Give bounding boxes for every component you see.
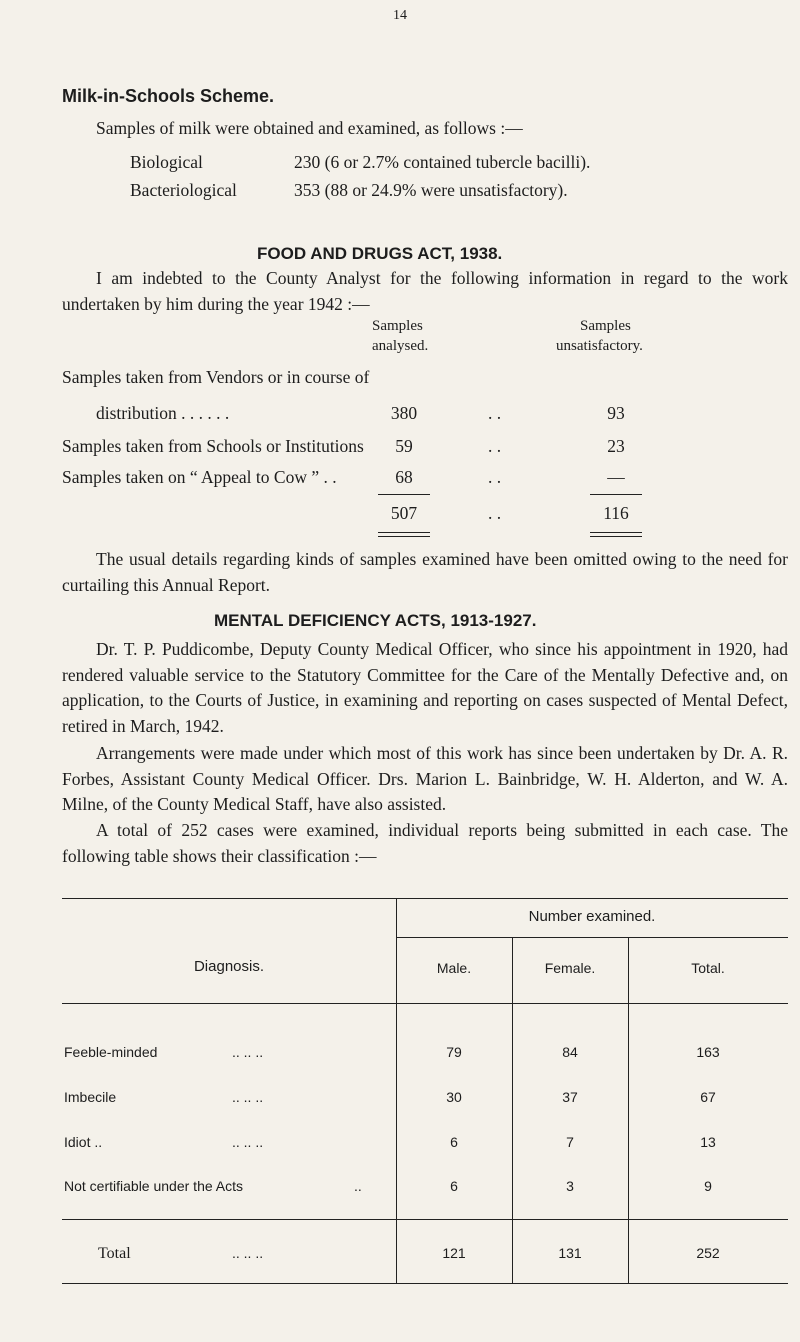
table-row-total: 13: [700, 1134, 716, 1150]
food-total-dots: . .: [488, 503, 502, 523]
table-total-dots: .. .. ..: [232, 1245, 264, 1261]
food-row-vendors-dots: . .: [488, 403, 502, 423]
food-row-vendors-analysed: 380: [390, 403, 418, 423]
food-note: The usual details regarding kinds of samples examined have been omitted owing to the need for curtailing this Annual Report.: [62, 549, 788, 595]
table-total-female: 131: [558, 1245, 582, 1261]
food-row-vendors-unsat: 93: [607, 403, 625, 423]
table-row-male: 6: [450, 1134, 458, 1150]
table-col-male: Male.: [436, 960, 472, 976]
food-row-appeal-analysed: 68: [395, 467, 413, 487]
table-row-label: Feeble-minded: [64, 1044, 158, 1060]
mental-para-1: Dr. T. P. Puddicombe, Deputy County Medical Officer, who since his appointment in 1920, had rendered valuable service to the Statutory Committee for the Care of the Mentally Defective and, on application, to the Courts of Justice, in examining and reporting on cases suspected of Mental Defect, retired in March, 1942.: [62, 639, 788, 736]
table-row-total: 67: [700, 1089, 716, 1105]
milk-row-bacteriological-label: Bacteriological: [130, 180, 237, 200]
table-bottom-rule: [62, 1283, 788, 1284]
table-group-header: Number examined.: [528, 908, 656, 925]
table-row-female: 84: [562, 1044, 578, 1060]
table-total-rule: [62, 1219, 788, 1220]
table-row-female: 37: [562, 1089, 578, 1105]
food-row-appeal-label: Samples taken on “ Appeal to Cow ” . .: [62, 467, 337, 487]
food-col-unsat-head-2: unsatisfactory.: [556, 338, 643, 354]
table-group-header-rule: [396, 937, 788, 938]
food-subtotal-rule-unsat: [590, 494, 642, 495]
table-row-dots: ..: [354, 1178, 362, 1194]
table-row-label: Not certifiable under the Acts: [64, 1178, 243, 1194]
food-col-analysed-head-1: Samples: [372, 318, 423, 334]
table-top-rule: [62, 898, 788, 899]
food-col-analysed-head-2: analysed.: [372, 338, 429, 354]
food-row-appeal-unsat: —: [607, 467, 625, 487]
milk-intro: Samples of milk were obtained and examined, as follows :—: [96, 118, 523, 138]
food-total-unsat: 116: [603, 503, 629, 523]
food-intro: I am indebted to the County Analyst for the following information in regard to the work undertaken by him during the year 1942 :—: [62, 268, 788, 314]
table-row-male: 6: [450, 1178, 458, 1194]
table-col-diagnosis: Diagnosis.: [193, 958, 265, 975]
mental-para-3: A total of 252 cases were examined, individual reports being submitted in each case. The following table shows their classification :—: [62, 820, 788, 866]
food-total-analysed: 507: [390, 503, 418, 523]
food-subtotal-rule-analysed: [378, 494, 430, 495]
food-row-schools-label: Samples taken from Schools or Institutions: [62, 436, 364, 456]
table-row-dots: .. .. ..: [232, 1089, 264, 1105]
page-number: 14: [393, 8, 407, 23]
milk-row-biological-label: Biological: [130, 152, 203, 172]
table-row-dots: .. .. ..: [232, 1134, 264, 1150]
food-row-appeal-dots: . .: [488, 467, 502, 487]
milk-heading: Milk-in-Schools Scheme.: [62, 86, 275, 106]
food-row-schools-unsat: 23: [607, 436, 625, 456]
table-row-total: 163: [696, 1044, 720, 1060]
food-heading: FOOD AND DRUGS ACT, 1938.: [257, 244, 503, 263]
table-total-male: 121: [442, 1245, 466, 1261]
mental-heading: MENTAL DEFICIENCY ACTS, 1913-1927.: [214, 611, 537, 630]
food-row-vendors-label-2: distribution . . . . . .: [96, 403, 230, 423]
milk-row-biological-text: 230 (6 or 2.7% contained tubercle bacilli).: [294, 152, 591, 172]
table-row-total: 9: [704, 1178, 712, 1194]
food-total-double-rule-unsat: [590, 532, 642, 537]
table-divider-male-female: [512, 937, 513, 1283]
table-row-female: 7: [566, 1134, 574, 1150]
milk-row-bacteriological-text: 353 (88 or 24.9% were unsatisfactory).: [294, 180, 568, 200]
food-row-schools-dots: . .: [488, 436, 502, 456]
table-row-label: Idiot ..: [64, 1134, 103, 1150]
food-row-vendors-label-1: Samples taken from Vendors or in course of: [62, 367, 370, 387]
table-col-female: Female.: [544, 960, 596, 976]
table-row-dots: .. .. ..: [232, 1044, 264, 1060]
food-row-schools-analysed: 59: [395, 436, 413, 456]
table-header-rule: [62, 1003, 788, 1004]
table-total-total: 252: [696, 1245, 720, 1261]
table-col-total: Total.: [691, 960, 725, 976]
food-total-double-rule-analysed: [378, 532, 430, 537]
table-total-label: Total: [98, 1245, 131, 1262]
mental-para-2: Arrangements were made under which most of this work has since been undertaken by Dr. A. R. Forbes, Assistant County Medical Officer. Drs. Marion L. Bainbridge, W. H. Alderton, and W. A. Milne, of the County Medical Staff, have also assisted.: [62, 743, 788, 814]
table-row-male: 79: [446, 1044, 462, 1060]
table-divider-female-total: [628, 937, 629, 1283]
table-row-male: 30: [446, 1089, 462, 1105]
table-row-label: Imbecile: [64, 1089, 117, 1105]
food-col-unsat-head-1: Samples: [580, 318, 631, 334]
table-row-female: 3: [566, 1178, 574, 1194]
